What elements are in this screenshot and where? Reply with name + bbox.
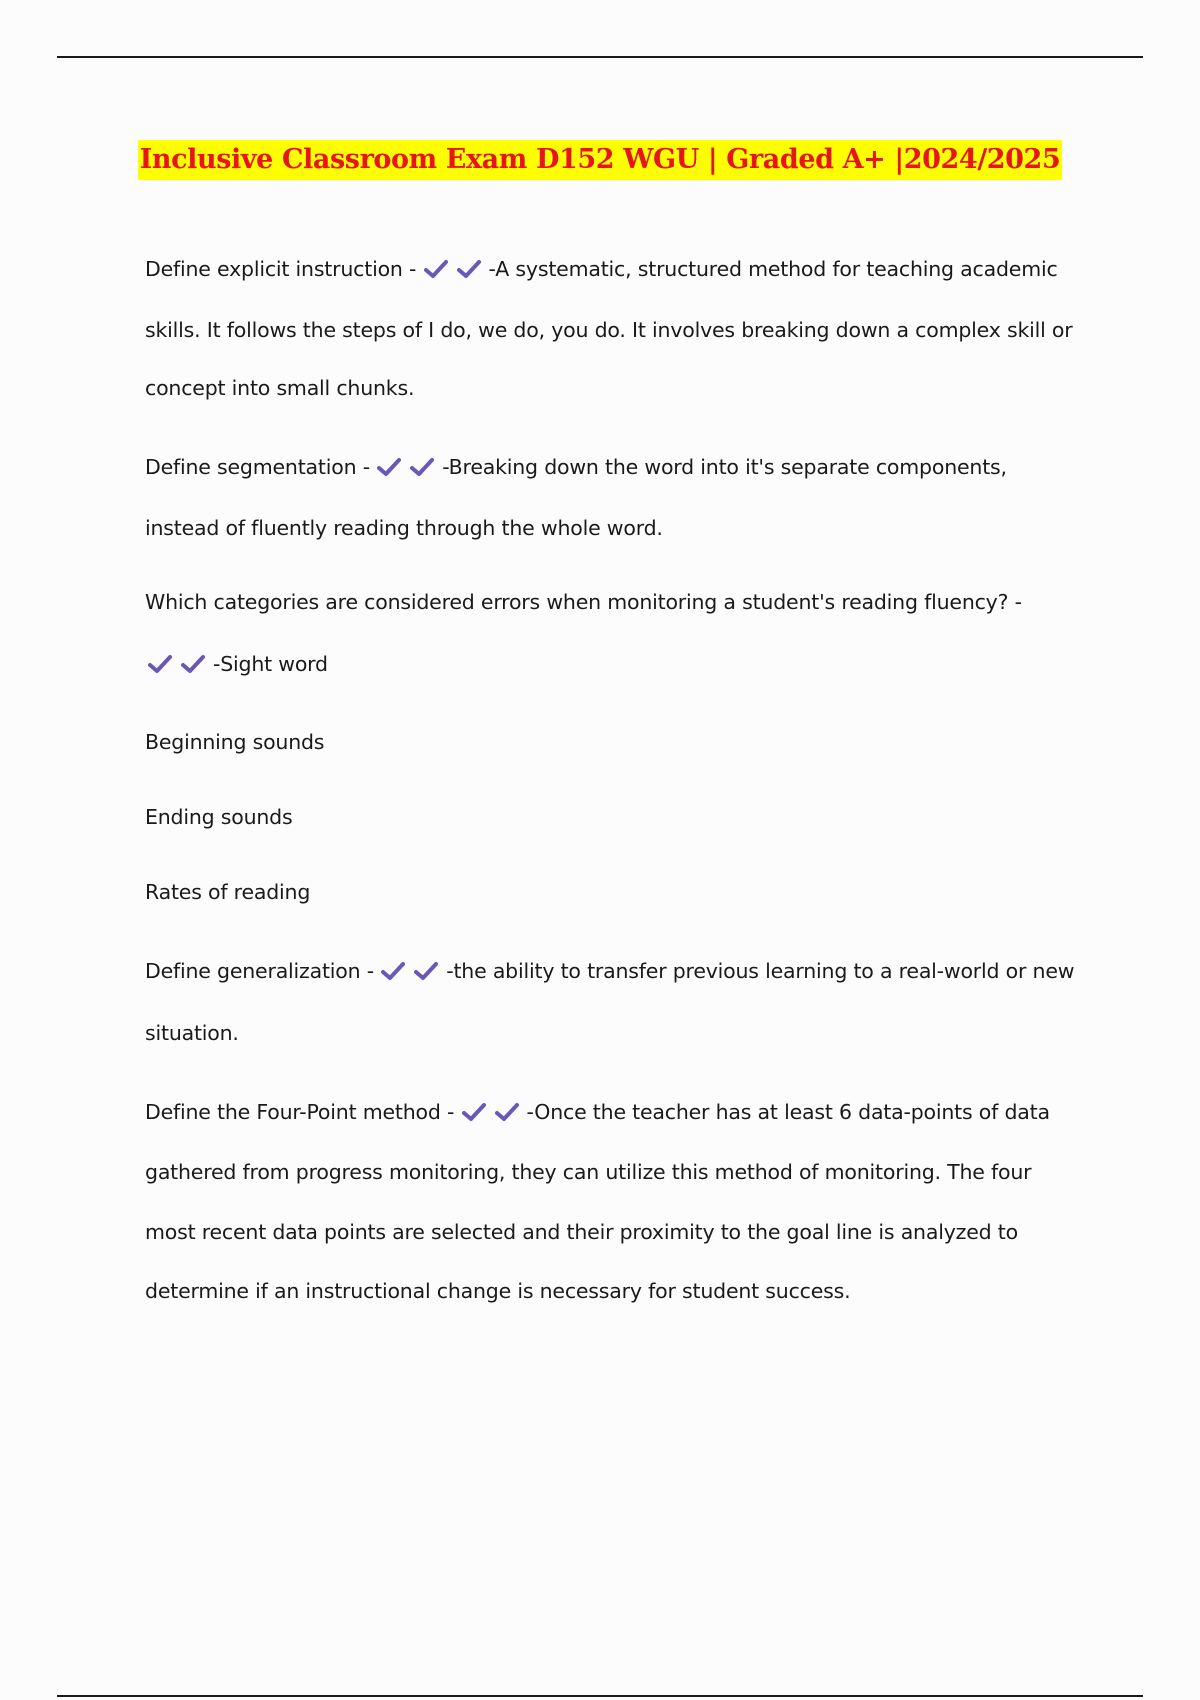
list-item (145, 588, 1022, 616)
answer-line: Rates of reading (145, 880, 311, 904)
list-item (145, 453, 1007, 481)
answer-line: instead of fluently reading through the whole word. (145, 516, 663, 540)
checkmark-icon (147, 653, 173, 675)
answer-line: Beginning sounds (145, 730, 325, 754)
answer-line: situation. (145, 1021, 239, 1045)
checkmark-icon (409, 456, 435, 478)
question-text: Which categories are considered errors when monitoring a student's reading fluency? - (145, 590, 1022, 614)
answer-line: determine if an instructional change is necessary for student success. (145, 1279, 851, 1303)
checkmark-icon (456, 258, 482, 280)
answer-text: -Sight word (213, 652, 328, 676)
list-item (145, 1098, 1050, 1126)
footer-rule (57, 1695, 1143, 1697)
answer-text: -A systematic, structured method for teaching academic (488, 257, 1058, 281)
answer-text: -Once the teacher has at least 6 data-points of data (526, 1100, 1050, 1124)
checkmark-icon (494, 1101, 520, 1123)
answer-line (145, 650, 328, 678)
checkmark-icon (376, 456, 402, 478)
answer-line: gathered from progress monitoring, they can utilize this method of monitoring. The four (145, 1160, 1032, 1184)
question-text: Define explicit instruction - (145, 257, 423, 281)
header-rule (57, 56, 1143, 58)
answer-line: concept into small chunks. (145, 376, 415, 400)
checkmark-icon (380, 960, 406, 982)
checkmark-icon (423, 258, 449, 280)
question-text: Define generalization - (145, 959, 381, 983)
answer-line: skills. It follows the steps of I do, we do, you do. It involves breaking down a complex skill or (145, 318, 1073, 342)
question-text: Define segmentation - (145, 455, 377, 479)
checkmark-icon (413, 960, 439, 982)
answer-line: most recent data points are selected and their proximity to the goal line is analyzed to (145, 1220, 1018, 1244)
answer-text: -Breaking down the word into it's separate components, (442, 455, 1007, 479)
title-container (0, 140, 1200, 180)
question-text: Define the Four-Point method - (145, 1100, 461, 1124)
checkmark-icon (461, 1101, 487, 1123)
document-title: Inclusive Classroom Exam D152 WGU | Graded A+ |2024/2025 (138, 140, 1063, 180)
answer-text: -the ability to transfer previous learning to a real-world or new (446, 959, 1075, 983)
list-item (145, 957, 1074, 985)
checkmark-icon (180, 653, 206, 675)
answer-line: Ending sounds (145, 805, 293, 829)
list-item (145, 255, 1058, 283)
